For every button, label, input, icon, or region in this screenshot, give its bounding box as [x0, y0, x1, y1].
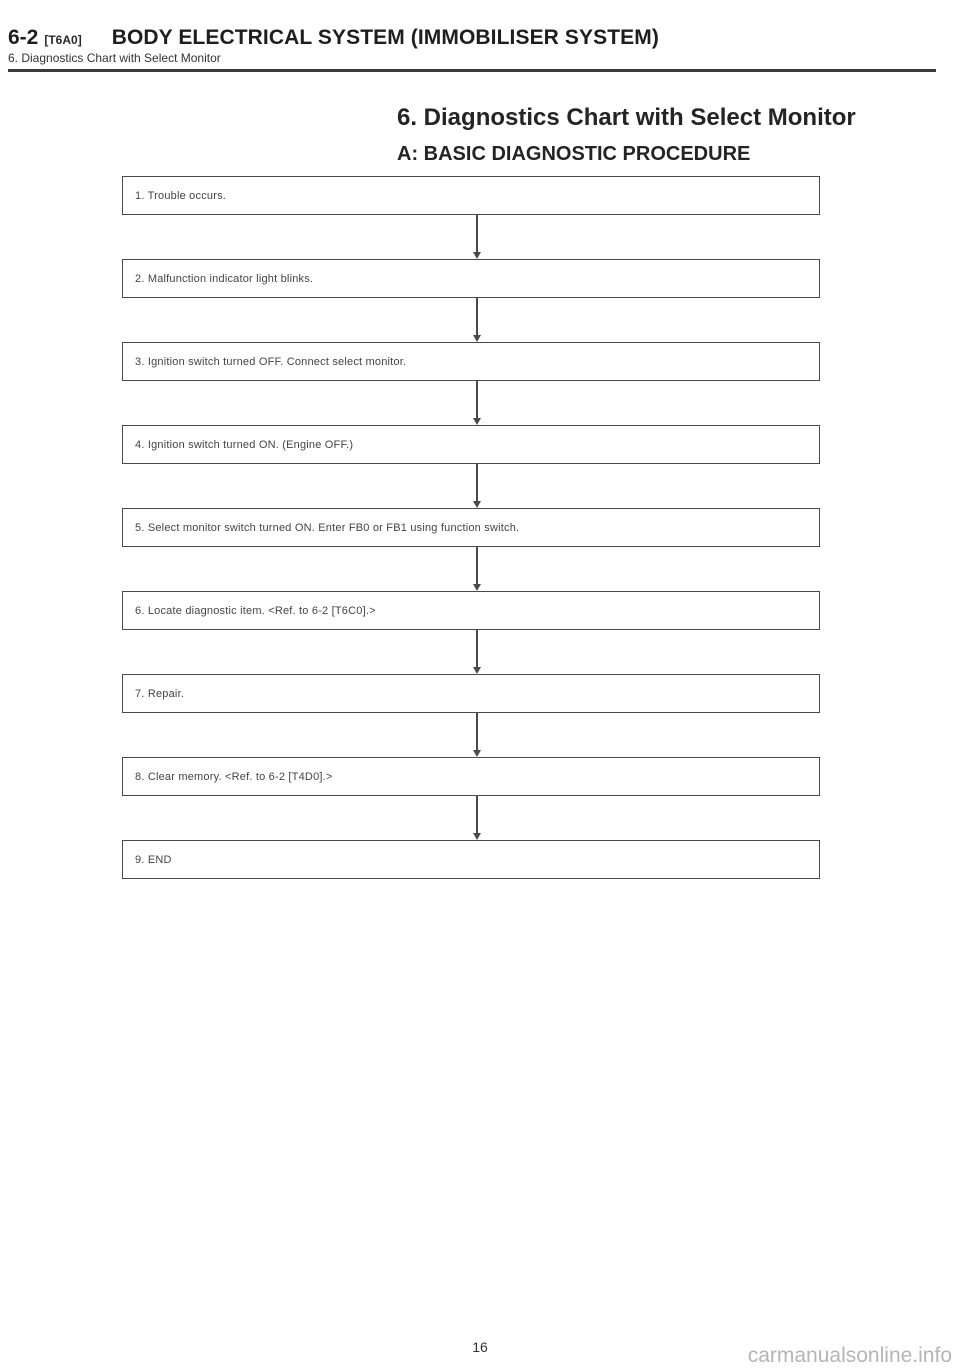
- header-rule: [8, 69, 936, 72]
- flow-step-3: 3. Ignition switch turned OFF. Connect select monitor.: [122, 342, 820, 381]
- flow-step-4: 4. Ignition switch turned ON. (Engine OFF.): [122, 425, 820, 464]
- running-subtitle: 6. Diagnostics Chart with Select Monitor: [8, 51, 221, 65]
- flow-arrow: [122, 381, 820, 425]
- watermark: carmanualsonline.info: [747, 1344, 952, 1367]
- arrow-line: [476, 713, 478, 751]
- arrow-head-icon: [473, 584, 481, 591]
- flow-step-1: 1. Trouble occurs.: [122, 176, 820, 215]
- flow-arrow: [122, 630, 820, 674]
- arrow-line: [476, 298, 478, 336]
- flow-step-7: 7. Repair.: [122, 674, 820, 713]
- page-header: [8, 26, 938, 65]
- diagnostic-flowchart: [122, 176, 820, 879]
- arrow-line: [476, 547, 478, 585]
- arrow-line: [476, 796, 478, 834]
- arrow-head-icon: [473, 833, 481, 840]
- section-code: [T6A0]: [44, 33, 82, 47]
- flow-step-5: 5. Select monitor switch turned ON. Enter FB0 or FB1 using function switch.: [122, 508, 820, 547]
- arrow-head-icon: [473, 501, 481, 508]
- arrow-head-icon: [473, 252, 481, 259]
- flow-step-8: 8. Clear memory. <Ref. to 6-2 [T4D0].>: [122, 757, 820, 796]
- flow-arrow: [122, 464, 820, 508]
- flow-arrow: [122, 547, 820, 591]
- running-title: BODY ELECTRICAL SYSTEM (IMMOBILISER SYSTEM): [111, 26, 659, 49]
- flow-step-2: 2. Malfunction indicator light blinks.: [122, 259, 820, 298]
- page-number: 6-2: [8, 26, 39, 49]
- flow-step-9: 9. END: [122, 840, 820, 879]
- arrow-line: [476, 464, 478, 502]
- arrow-head-icon: [473, 418, 481, 425]
- section-heading: 6. Diagnostics Chart with Select Monitor: [397, 104, 856, 131]
- arrow-line: [476, 215, 478, 253]
- page-footer-number: 16: [472, 1339, 488, 1355]
- flow-step-6: 6. Locate diagnostic item. <Ref. to 6-2 [T6C0].>: [122, 591, 820, 630]
- flow-arrow: [122, 298, 820, 342]
- subsection-heading: A: BASIC DIAGNOSTIC PROCEDURE: [397, 143, 751, 165]
- flow-arrow: [122, 796, 820, 840]
- arrow-line: [476, 381, 478, 419]
- arrow-head-icon: [473, 667, 481, 674]
- arrow-head-icon: [473, 335, 481, 342]
- header-line: [8, 26, 938, 50]
- arrow-line: [476, 630, 478, 668]
- flow-arrow: [122, 713, 820, 757]
- flow-arrow: [122, 215, 820, 259]
- arrow-head-icon: [473, 750, 481, 757]
